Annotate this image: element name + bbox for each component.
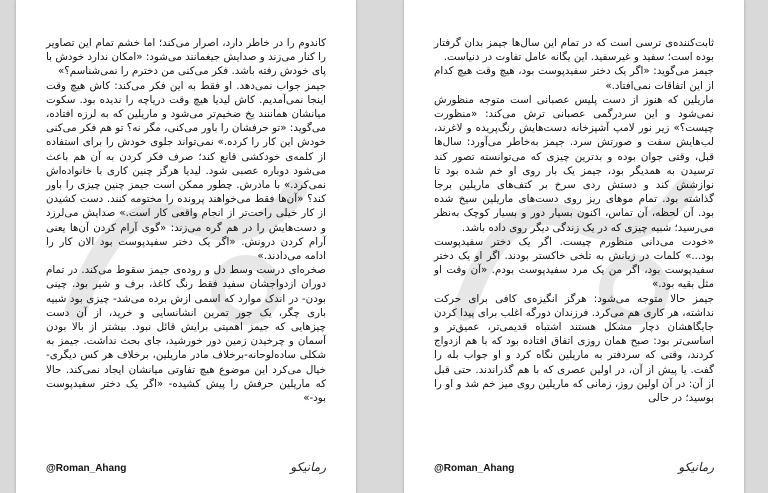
- publisher-signature: رمانیکو: [678, 460, 714, 474]
- paragraph: جیمز جواب نمی‌دهد. او فقط به این فکر می‌کند: کاش هیچ وقت اینجا نمی‌آمدیم. کاش لیدیا هیچ وقت دریاچه را ندیده بود. سکوت میانشان هماننند یخ ضخیم‌تر می‌شود و ماریلین که به لرزه افتاده، می‌گوید: «تو حرفشان را باور می‌کنی، مگر نه؟ تو هم فکر می‌کنی خودش این کار را کرده.» نمی‌تواند جلوی خودش را برای استفاده از کلمه‌ی خودکشی قانع کند؛ صرف فکر کردن به آن هم باعث می‌شود دوباره عصبی شود. لیدیا هرگز چنین کاری با خانواده‌اش نمی‌کرد.» با مادرش. چطور ممکن است جیمز چنین چیزی را باور کند؟ «آن‌ها فقط می‌خواهند پرونده را مختومه کنند. دست کشیدن از کار خیلی راحت‌تر از انجام واقعی کار است.» صدایش می‌لرزد و دست‌هایش را در هم گره می‌زند: «گوی آرام کردن آن‌ها یعنی آرام کردن درونش. «اگر یک دختر سفیدپوست بود الان کار را ادامه می‌دادند.»: [46, 79, 326, 263]
- paragraph: ثابت‌کننده‌ی ترسی است که در تمام این سال‌ها جیمز بدان گرفتار بوده است؛ سفید و غیرسفید. این یگانه عامل تفاوت در دنیاست.: [434, 37, 714, 64]
- publisher-signature: رمانیکو: [290, 460, 326, 474]
- paragraph: «خودت می‌دانی منظورم چیست. اگر یک دختر سفیدپوست بود...» کلمات در زبانش به تلخی خاکستر بودند. اگر او یک دختر سفیدپوست بود، اگر من یک مرد سفیدپوست بودم. «آن وقت او مثل بقیه بود.»: [434, 235, 714, 291]
- channel-handle: @Roman_Ahang: [46, 463, 127, 474]
- channel-handle: @Roman_Ahang: [434, 463, 515, 474]
- right-page-text: [434, 36, 714, 405]
- left-page: [16, 0, 356, 493]
- page-footer: [46, 460, 326, 477]
- paragraph: ماریلین که هنوز از دست پلیس عصبانی است متوجه منظورش نمی‌شود و این سردرگمی عصبانی ترش می‌کند: «منظورت چیست؟» زیر نور لامپ آشپزخانه دست‌هایش رنگ‌پریده و لاغرند، لب‌هایش سفت و صورتش سرد. جیمز به‌خاطر می‌آورد: سال‌ها قبل، وقتی جوان بوده و بدترین چیزی که می‌توانسته تصور کند ترسیدن به همدیگر بود، جیمز یک بار روی او خم شده بود تا نوازشش کند و دستش ردی سرخ بر کتف‌های ماریلین برجا گذاشته بود. تمام موهای ریز روی دست‌های ماریلین سیخ شده بود. آن لحظه، آن تماس، اکنون بسیار دور و بسیار کوچک به‌نظر می‌رسید؛ شبیه چیزی که در یک زندگی دیگر روی داده باشد.: [434, 93, 714, 234]
- left-page-text: [46, 36, 326, 405]
- paragraph: جیمز می‌گوید: «اگر یک دختر سفیدپوست بود، هیچ وقت هیچ کدام از این اتفاقات نمی‌افتاد.»: [434, 65, 714, 92]
- paragraph: کاندوم را در خاطر دارد، اصرار می‌کند؛ اما خشم تمام این تصاویر را کنار می‌زند و صدایش جیغمانند می‌شود: «امکان ندارد خودش با پای خودش رفته باشد. فکر می‌کنی من دخترم را نمی‌شناسم؟»: [46, 37, 326, 78]
- paragraph: صخره‌ای درست وسط دل و روده‌ی جیمز سقوط می‌کند. در تمام دوران ازدواجشان سفید فقط رنگ کاغذ، برف و شیر بود. چینی بودن- در اندک موارد که اسمی ازش برده می‌شد- چیزی بود شبیه باری چگر، یک جور تمرین انشانسایی و خرید، از آن دست چیزهایی که جیمز اهمیتی برایش قائل نبود. بیشتر از بالا بودن آسمان و چرخیدن زمین دور خورشید، جای بحث نداشت. جیمز به شکلی ساده‌لوحانه-برخلاف مادر ماریلین، برخلاف هر کس دیگری- خیال می‌کرد این موضوع هیچ تفاوتی میانشان ایجاد نمی‌کند. حالا که ماریلین حرفش را پیش کشیده- «اگر یک دختر سفیدپوست بود-»: [46, 264, 326, 405]
- paragraph: جیمز حالا متوجه می‌شود: هرگز انگیزه‌ی کافی برای حرکت نداشته، هر کاری هم می‌کرد. فرزندان دورگه اغلب برای پیدا کردن جایگاهشان دچار مشکل هستند اشتباه قدیمی‌تر، عمیق‌تر و اساسی‌تر بود: صبح همان روزی اتفاق افتاده بود که با هم ازدواج کردند، وقتی که سردفتر به ماریلین نگاه کرد و او جواب بله را گفت. یا پیش از آن، در اولین عصری که با هم گذراندند. حتی قبل از آن: در آن اولین روز، زمانی که ماریلین روی میز خم شد و او را بوسید؛ در حالی: [434, 292, 714, 405]
- page-footer: [434, 460, 714, 477]
- right-page: [404, 0, 744, 493]
